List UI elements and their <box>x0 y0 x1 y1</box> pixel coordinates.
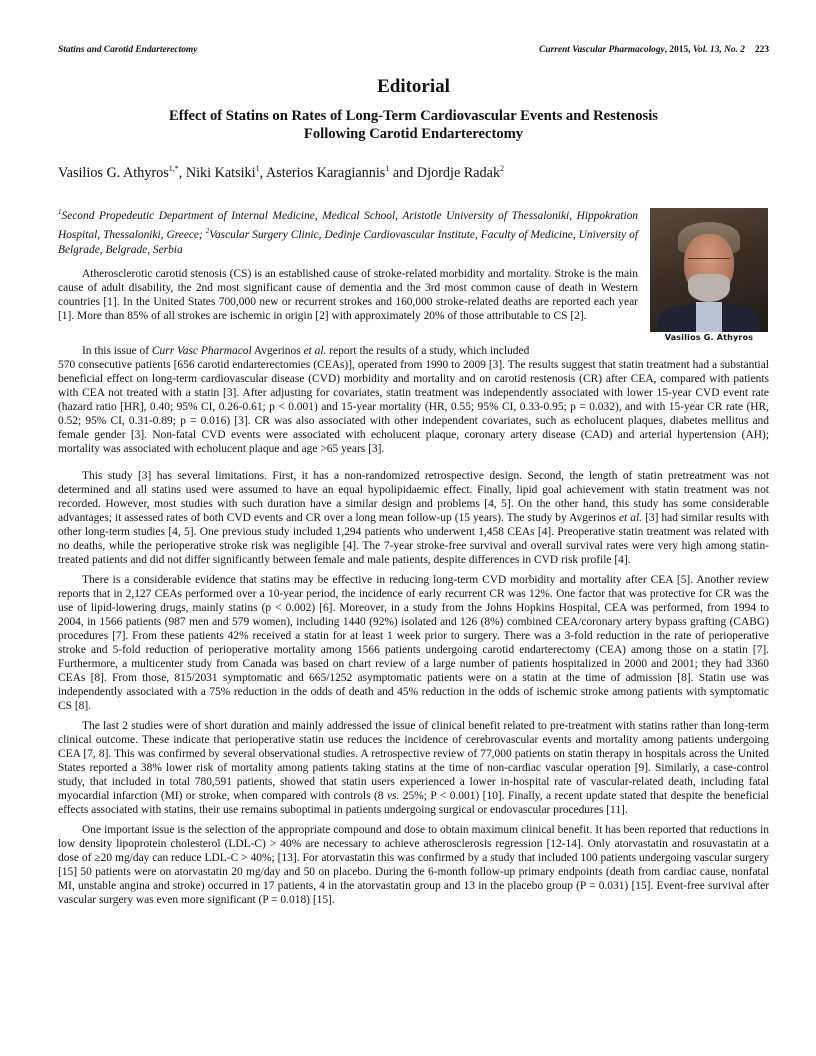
journal-year: , 2015, <box>664 45 693 55</box>
author-separator: , <box>259 165 266 181</box>
photo-caption: Vasilios G. Athyros <box>664 333 754 342</box>
affiliations <box>58 205 638 257</box>
text-run: In this issue of <box>82 345 152 357</box>
page-number: 223 <box>754 45 769 55</box>
text-run: [3] had similar results with other long-term studies [4, 5]. One previous study included 1,294 patients who underwent 1,458 CEAs [4]. Preoperative statin treatment was related with no deaths, while the perioperative stroke risk was negligible [4]. The 7-year stroke-free survival and overall survival rates were very high among statin-treated patients and did not differ significantly between female and male patients, despite differences in CVD risk profile [4]. <box>58 511 770 566</box>
text-run: 25%; P < 0.001) [10]. Finally, a recent update stated that despite the beneficial effects associated with statins, their use remains suboptimal in patients undergoing surgical or endovascular procedures [11]. <box>58 789 769 816</box>
text-run: report the results of a study, which included <box>326 345 530 357</box>
running-head-left: Statins and Carotid Endarterectomy <box>58 45 198 55</box>
author-separator: and <box>389 165 417 181</box>
affiliation-1: Second Propedeutic Department of Internal Medicine, Medical School, Aristotle University of Thessaloniki, Hippokration Hospital, Thessaloniki, Greece; <box>58 210 638 241</box>
author-affiliation-mark: 1 <box>385 164 390 173</box>
author-affiliation-mark: 1,* <box>168 164 179 173</box>
author-separator: , <box>178 165 186 181</box>
affiliation-mark: 2 <box>205 226 210 235</box>
paragraph-evidence: There is a considerable evidence that statins may be effective in reducing long-term CVD morbidity and mortality after CEA [5]. Another review reports that in 2,127 CEAs performed over a 10-year period, the incidence of early recurrent CR was 12%. One factor that was protective for CR was the use of lipid-lowering drugs, mainly statins (p < 0.002) [6]. Moreover, in a study from the Johns Hopkins Hospital, CEA was performed, from 1994 to 2004, in 1566 patients (987 men and 579 women), including 1440 (92%) isolated and 126 (8%) combined CEA/coronary artery bypass grafting (CABG) procedures [7]. From these patients 42% received a statin for at least 1 week prior to surgery. There was a 3-fold reduction in the rate of perioperative stroke and 5-fold reduction of perioperative mortality among 1566 patients undergoing carotid endarterectomy (CEA) among those on a statin [7]. Furthermore, a multicenter study from Canada was based on chart review of a large number of patients hospitalized in 2000 and 2001; they had 3360 CEAs [8]. From those, 815/2031 symptomatic and 665/1252 asymptomatic patients were on a statin at the time of admission [8]. Statin use was independently associated with a 75% reduction in the odds of death and 45% reduction in the odds of ischemic stroke among patients with symptomatic CS [8]. <box>58 573 769 712</box>
journal-volume: Vol. 13, No. 2 <box>692 45 745 55</box>
et-al: et al. <box>303 345 327 357</box>
affiliation-mark: 1 <box>58 208 62 216</box>
author-name: Djordje Radak <box>416 165 501 181</box>
paragraph-first-line <box>58 345 638 359</box>
paragraph-text: 570 consecutive patients [656 carotid endarterectomies (CEAs)], operated from 1990 to 2009 [3]. The results suggest that statin treatment had a substantial beneficial effect on long-term cardiovascular disease (CVD) morbidity and mortality and on carotid restenosis (CR) after CEA, compared with patients with CEA not treated with a statin [3]. After adjusting for covariates, statin treatment was independently associated with lower 15-year CVD event rate (hazard ratio [HR], 0.40; 95% CI, 0.26-0.61; p < 0.001) and 15-year mortality (HR, 0.55; 95% CI, 0.33-0.95; p = 0.032), and with 15-year CR rate (HR, 0.52; 95% CI, 0.31-0.89; p = 0.016) [3]. CR was also associated with other independent covariates, such as echolucent plaques, diabetes mellitus and female gender [3]. Non-fatal CVD events were associated with echolucent plaque, coronary artery disease (CAD) and arterial hypertension (AH); mortality was associated with echolucent plaque and age >65 years [3]. <box>58 358 769 455</box>
text-run: The last 2 studies were of short duration and mainly addressed the issue of clinical benefit related to pre-treatment with statins rather than long-term clinical outcome. These indicate that perioperative statin use reduces the incidence of cerebrovascular events and mortality among patients undergoing CEA [7, 8]. This was confirmed by several observational studies. A retrospective review of 77,000 patients on statin therapy in hospitals across the United States reported a 38% lower risk of mortality among patients taking statins at the time of non-cardiac vascular operation [9]. Similarly, a case-control study, that included in total 780,591 patients, showed that statin users experienced a lower in-hospital rate of vascular-related death, including fatal myocardial infarction (MI) or stroke, when compared with controls (8 <box>58 719 769 802</box>
article-type: Editorial <box>377 76 450 97</box>
paragraph-intro <box>58 268 638 330</box>
title-line-1: Effect of Statins on Rates of Long-Term Cardiovascular Events and Restenosis <box>169 108 658 124</box>
title-line-2: Following Carotid Endarterectomy <box>303 126 524 142</box>
author-affiliation-mark: 1 <box>255 164 260 173</box>
article-title <box>58 107 769 143</box>
author-name: Vasilios G. Athyros <box>58 165 169 181</box>
text-run: Avgerinos <box>251 345 304 357</box>
author-list <box>58 164 769 182</box>
paragraph-text: Atherosclerotic carotid stenosis (CS) is an established cause of stroke-related morbidity and mortality. Stroke is the main cause of adult disability, the 2nd most significant cause of dementia and the 3rd most common cause of death in Western countries [1]. In the United States 700,000 new or recurrent strokes and 160,000 stroke-related deaths are reported each year [1]. More than 85% of all strokes are ischemic in origin [2] with approximately 20% of those attributable to CS [2]. <box>58 268 638 322</box>
journal-abbrev: Curr Vasc Pharmacol <box>151 345 252 357</box>
paragraph-short-duration <box>58 720 769 818</box>
author-name: Asterios Karagiannis <box>265 165 386 181</box>
author-photo-figure <box>650 208 768 342</box>
et-al: et al. <box>618 511 643 524</box>
versus: vs. <box>386 789 400 802</box>
author-name: Niki Katsiki <box>185 165 256 181</box>
affiliation-2: Vascular Surgery Clinic, Dedinje Cardiovascular Institute, Faculty of Medicine, University of Belgrade, Belgrade, Serbia <box>58 228 638 256</box>
author-photo <box>650 208 768 332</box>
paragraph-compound-selection: One important issue is the selection of the appropriate compound and dose to obtain maximum clinical benefit. It has been reported that reductions in low density lipoprotein cholesterol (LDL-C) > 40% are necessary to achieve atherosclerosis regression [12-14]. Only atorvastatin and rosuvastatin at a dose of ≥20 mg/day can reduce LDL-C > 40%; [13]. For atorvastatin this was confirmed by a study that included 100 patients undergoing vascular surgery [15] 50 patients were on atorvastatin 20 mg/day and 50 on placebo. During the 6-month follow-up primary endpoints (death from cardiac cause, nonfatal MI, unstable angina and stroke) occurred in 17 patients, 4 in the atorvastatin group and 13 in the placebo group (P = 0.031) [15]. Event-free survival after vascular surgery was even more significant (P = 0.018) [15]. <box>58 823 769 906</box>
running-header <box>58 45 769 55</box>
running-head-right <box>539 45 769 55</box>
paragraph-study-summary <box>58 345 769 463</box>
author-affiliation-mark: 2 <box>500 164 505 173</box>
body-paragraphs <box>58 470 769 914</box>
paragraph-limitations <box>58 470 769 568</box>
journal-name: Current Vascular Pharmacology <box>539 45 665 55</box>
text-run: This study [3] has several limitations. First, it has a non-randomized retrospective design. Second, the length of statin pretreatment was not determined and all statins used were assumed to have an equal hypolipidaemic effect. Finally, lipid goal achievement with statin treatment was not recorded. However, most studies with such duration have a similar design and problems [4, 5]. On the other hand, this study has some considerable advantages; it assessed rates of both CVD events and CR over a long mean follow-up (15 years). The study by Avgerinos <box>58 470 769 524</box>
paragraph <box>58 345 769 457</box>
